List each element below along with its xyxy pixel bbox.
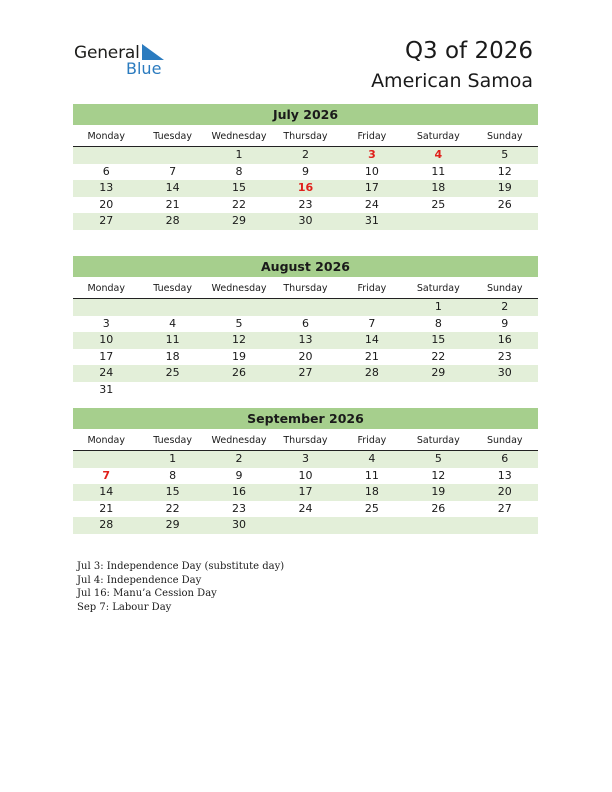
day-cell: 3 [301,452,309,465]
day-cell: 5 [501,148,509,161]
weekday-label: Wednesday [211,131,267,142]
day-cell: 14 [364,333,379,347]
weekday-label: Friday [357,435,387,446]
day-cell: 11 [431,164,446,178]
day-cell: 11 [364,468,379,482]
day-cell: 13 [298,333,313,347]
day-cell [139,382,205,399]
logo-blue-text: Blue [126,59,162,78]
month-calendar [73,408,538,534]
day-cell: 9 [235,468,243,482]
day-cell: 27 [497,501,512,515]
day-cell: 14 [99,485,114,499]
weekday-label: Sunday [486,283,523,294]
day-cell [339,299,405,316]
day-cell [139,299,205,316]
weekday-label: Thursday [283,283,328,294]
holiday-note: Jul 16: Manu’a Cession Day [77,588,217,599]
day-cell: 29 [431,366,446,380]
day-cell: 24 [298,501,313,515]
day-cell: 23 [232,501,247,515]
holiday-note: Jul 3: Independence Day (substitute day) [77,561,285,572]
day-cell: 30 [497,366,512,380]
day-cell: 23 [298,197,313,211]
weekday-label: Tuesday [153,131,192,142]
week-row [73,299,538,316]
day-cell: 20 [99,197,114,211]
holiday-day-cell: 16 [297,181,314,195]
page-subtitle: American Samoa [371,70,533,92]
day-cell: 28 [99,518,114,532]
day-cell: 20 [298,349,313,363]
weekday-header-row [73,279,538,299]
weekday-label: Monday [87,131,125,142]
day-cell: 17 [99,349,114,363]
holiday-note: Jul 4: Independence Day [77,574,202,586]
day-cell: 12 [431,468,446,482]
day-cell: 24 [99,366,114,380]
day-cell: 2 [301,148,309,161]
day-cell: 30 [232,518,247,532]
day-cell: 1 [434,300,442,313]
day-cell: 21 [99,501,114,515]
week-row [73,517,538,534]
month-title: September 2026 [73,408,538,429]
logo [74,43,174,77]
day-cell: 7 [368,316,376,330]
day-cell: 7 [169,164,177,178]
weekday-header-row [73,431,538,451]
day-cell: 18 [165,349,180,363]
day-cell: 17 [364,181,379,195]
weekday-label: Friday [357,283,387,294]
weekday-label: Sunday [486,435,523,446]
month-calendar [73,104,538,230]
day-cell [272,517,338,534]
day-cell: 31 [99,382,114,396]
day-cell [472,213,538,230]
day-cell: 6 [501,452,509,465]
weekday-label: Saturday [416,435,460,446]
day-cell: 19 [232,349,247,363]
week-row [73,484,538,501]
day-cell: 13 [497,468,512,482]
day-cell [73,451,139,468]
day-cell: 29 [232,214,247,228]
day-cell: 30 [298,214,313,228]
day-cell [272,382,338,399]
weekday-label: Thursday [283,131,328,142]
day-cell: 10 [364,164,379,178]
day-cell: 11 [165,333,180,347]
weekday-label: Saturday [416,283,460,294]
day-cell: 21 [165,197,180,211]
weekday-label: Wednesday [211,435,267,446]
day-cell: 26 [497,197,512,211]
day-cell [472,382,538,399]
day-cell: 9 [301,164,309,178]
day-cell: 15 [165,485,180,499]
day-cell: 28 [165,214,180,228]
day-cell [272,299,338,316]
day-cell [405,382,471,399]
week-row [73,365,538,382]
day-cell: 8 [169,468,177,482]
weekday-label: Sunday [486,131,523,142]
day-cell [139,147,205,164]
week-row [73,332,538,349]
week-row [73,382,538,399]
weekday-label: Monday [87,435,125,446]
weekday-label: Thursday [283,435,328,446]
day-cell [339,517,405,534]
day-cell: 26 [232,366,247,380]
holiday-day-cell: 3 [368,148,376,161]
holiday-note: Sep 7: Labour Day [77,601,172,613]
day-cell: 25 [431,197,446,211]
holiday-notes [77,560,284,614]
day-cell: 22 [232,197,247,211]
week-row [73,213,538,230]
day-cell: 1 [235,148,243,161]
day-cell: 16 [497,333,512,347]
logo-triangle-icon [142,44,164,60]
logo-general-text: General [74,43,140,63]
day-cell: 5 [434,452,442,465]
week-row [73,349,538,366]
day-cell: 4 [169,316,177,330]
holiday-day-cell: 7 [102,468,111,482]
day-cell: 28 [364,366,379,380]
day-cell: 19 [431,485,446,499]
month-title: July 2026 [73,104,538,125]
day-cell: 14 [165,181,180,195]
day-cell: 2 [235,452,243,465]
day-cell: 18 [431,181,446,195]
day-cell: 21 [364,349,379,363]
weekday-label: Saturday [416,131,460,142]
day-cell: 8 [434,316,442,330]
week-row [73,180,538,197]
day-cell: 13 [99,181,114,195]
day-cell: 18 [364,485,379,499]
day-cell: 27 [99,214,114,228]
day-cell: 22 [431,349,446,363]
day-cell [405,213,471,230]
day-cell: 5 [235,316,243,330]
day-cell [206,299,272,316]
week-row [73,147,538,164]
day-cell [73,299,139,316]
day-cell [339,382,405,399]
week-row [73,316,538,333]
day-cell: 19 [497,181,512,195]
month-title: August 2026 [73,256,538,277]
week-row [73,468,538,485]
weekday-label: Friday [357,131,387,142]
day-cell [472,517,538,534]
day-cell: 10 [298,468,313,482]
day-cell: 25 [165,366,180,380]
week-row [73,164,538,181]
day-cell: 12 [497,164,512,178]
week-row [73,197,538,214]
day-cell: 4 [368,452,376,465]
day-cell: 27 [298,366,313,380]
day-cell [405,517,471,534]
weekday-header-row [73,127,538,147]
day-cell: 15 [431,333,446,347]
day-cell: 23 [497,349,512,363]
weekday-label: Tuesday [153,435,192,446]
day-cell [206,382,272,399]
day-cell: 29 [165,518,180,532]
day-cell: 10 [99,333,114,347]
week-row [73,451,538,468]
weekday-label: Wednesday [211,283,267,294]
weekday-label: Monday [87,283,125,294]
day-cell [73,147,139,164]
day-cell: 9 [501,316,509,330]
page-title: Q3 of 2026 [404,38,533,64]
day-cell: 25 [364,501,379,515]
week-row [73,501,538,518]
day-cell: 24 [364,197,379,211]
day-cell: 12 [232,333,247,347]
month-calendar [73,256,538,399]
day-cell: 6 [102,164,110,178]
day-cell: 1 [169,452,177,465]
weekday-label: Tuesday [153,283,192,294]
day-cell: 3 [102,316,110,330]
day-cell: 2 [501,300,509,313]
day-cell: 6 [301,316,309,330]
holiday-day-cell: 4 [434,148,443,161]
day-cell: 22 [165,501,180,515]
day-cell: 31 [364,214,379,228]
day-cell: 20 [497,485,512,499]
day-cell: 8 [235,164,243,178]
day-cell: 16 [232,485,247,499]
day-cell: 17 [298,485,313,499]
day-cell: 15 [232,181,247,195]
day-cell: 26 [431,501,446,515]
